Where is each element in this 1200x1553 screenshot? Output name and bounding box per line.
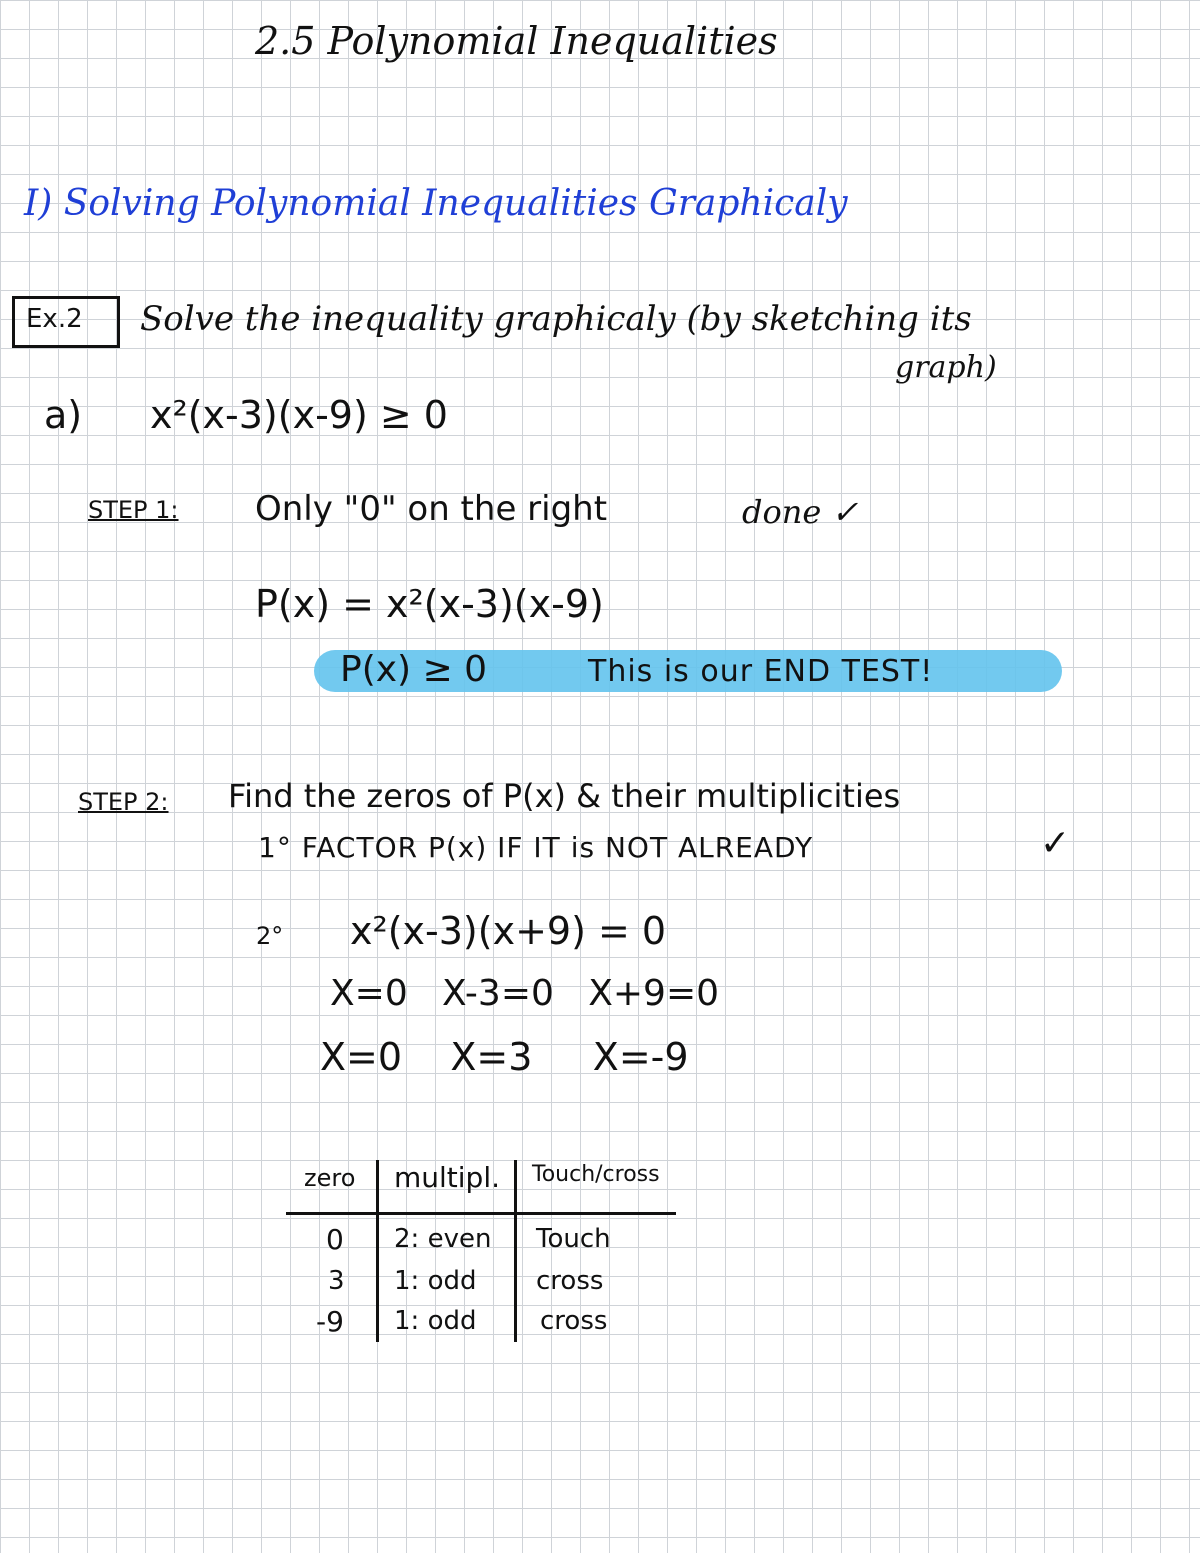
table-header-touch-cross: Touch/cross — [532, 1162, 660, 1187]
end-test-inequality: P(x) ≥ 0 — [340, 649, 488, 690]
step1-done: done ✓ — [742, 493, 859, 531]
table-cell: cross — [540, 1306, 608, 1336]
example-prompt-line2: graph) — [895, 350, 997, 385]
solve-line-2: X=0 X=3 X=-9 — [320, 1035, 689, 1079]
table-header-multiplicity: multipl. — [394, 1161, 501, 1194]
table-header-zero: zero — [304, 1164, 356, 1192]
table-divider-1 — [376, 1160, 379, 1342]
table-divider-2 — [514, 1160, 517, 1342]
step2-label: STEP 2: — [78, 788, 169, 816]
polynomial-definition: P(x) = x²(x-3)(x-9) — [255, 582, 604, 626]
table-cell: -9 — [316, 1305, 344, 1338]
section-heading: I) Solving Polynomial Inequalities Graphicaly — [24, 183, 848, 224]
table-cell: 3 — [328, 1266, 345, 1296]
factor-note: 1° FACTOR P(x) IF IT is NOT ALREADY — [258, 831, 814, 864]
part-a-expression: x²(x-3)(x-9) ≥ 0 — [150, 393, 448, 437]
step1-label: STEP 1: — [88, 496, 179, 524]
example-prompt-line1: Solve the inequality graphicaly (by sketching its — [140, 299, 972, 339]
zero-equation: x²(x-3)(x+9) = 0 — [350, 909, 667, 953]
solve-line-1: X=0 X-3=0 X+9=0 — [330, 973, 720, 1014]
table-cell: 2: even — [394, 1224, 492, 1254]
end-test-note: This is our END TEST! — [588, 654, 934, 689]
part-a-label: a) — [44, 393, 83, 437]
page-title: 2.5 Polynomial Inequalities — [255, 19, 778, 63]
sub-step-label: 2° — [256, 922, 284, 950]
step1-text: Only "0" on the right — [255, 489, 608, 529]
table-cell: cross — [536, 1266, 604, 1296]
table-cell: 1: odd — [394, 1266, 477, 1296]
table-cell: 0 — [326, 1223, 344, 1256]
table-header-rule — [286, 1212, 676, 1215]
step2-text: Find the zeros of P(x) & their multiplicities — [228, 777, 901, 815]
example-label: Ex.2 — [26, 304, 83, 334]
table-cell: 1: odd — [394, 1306, 477, 1336]
check-mark: ✓ — [1040, 823, 1071, 864]
table-cell: Touch — [536, 1224, 611, 1254]
